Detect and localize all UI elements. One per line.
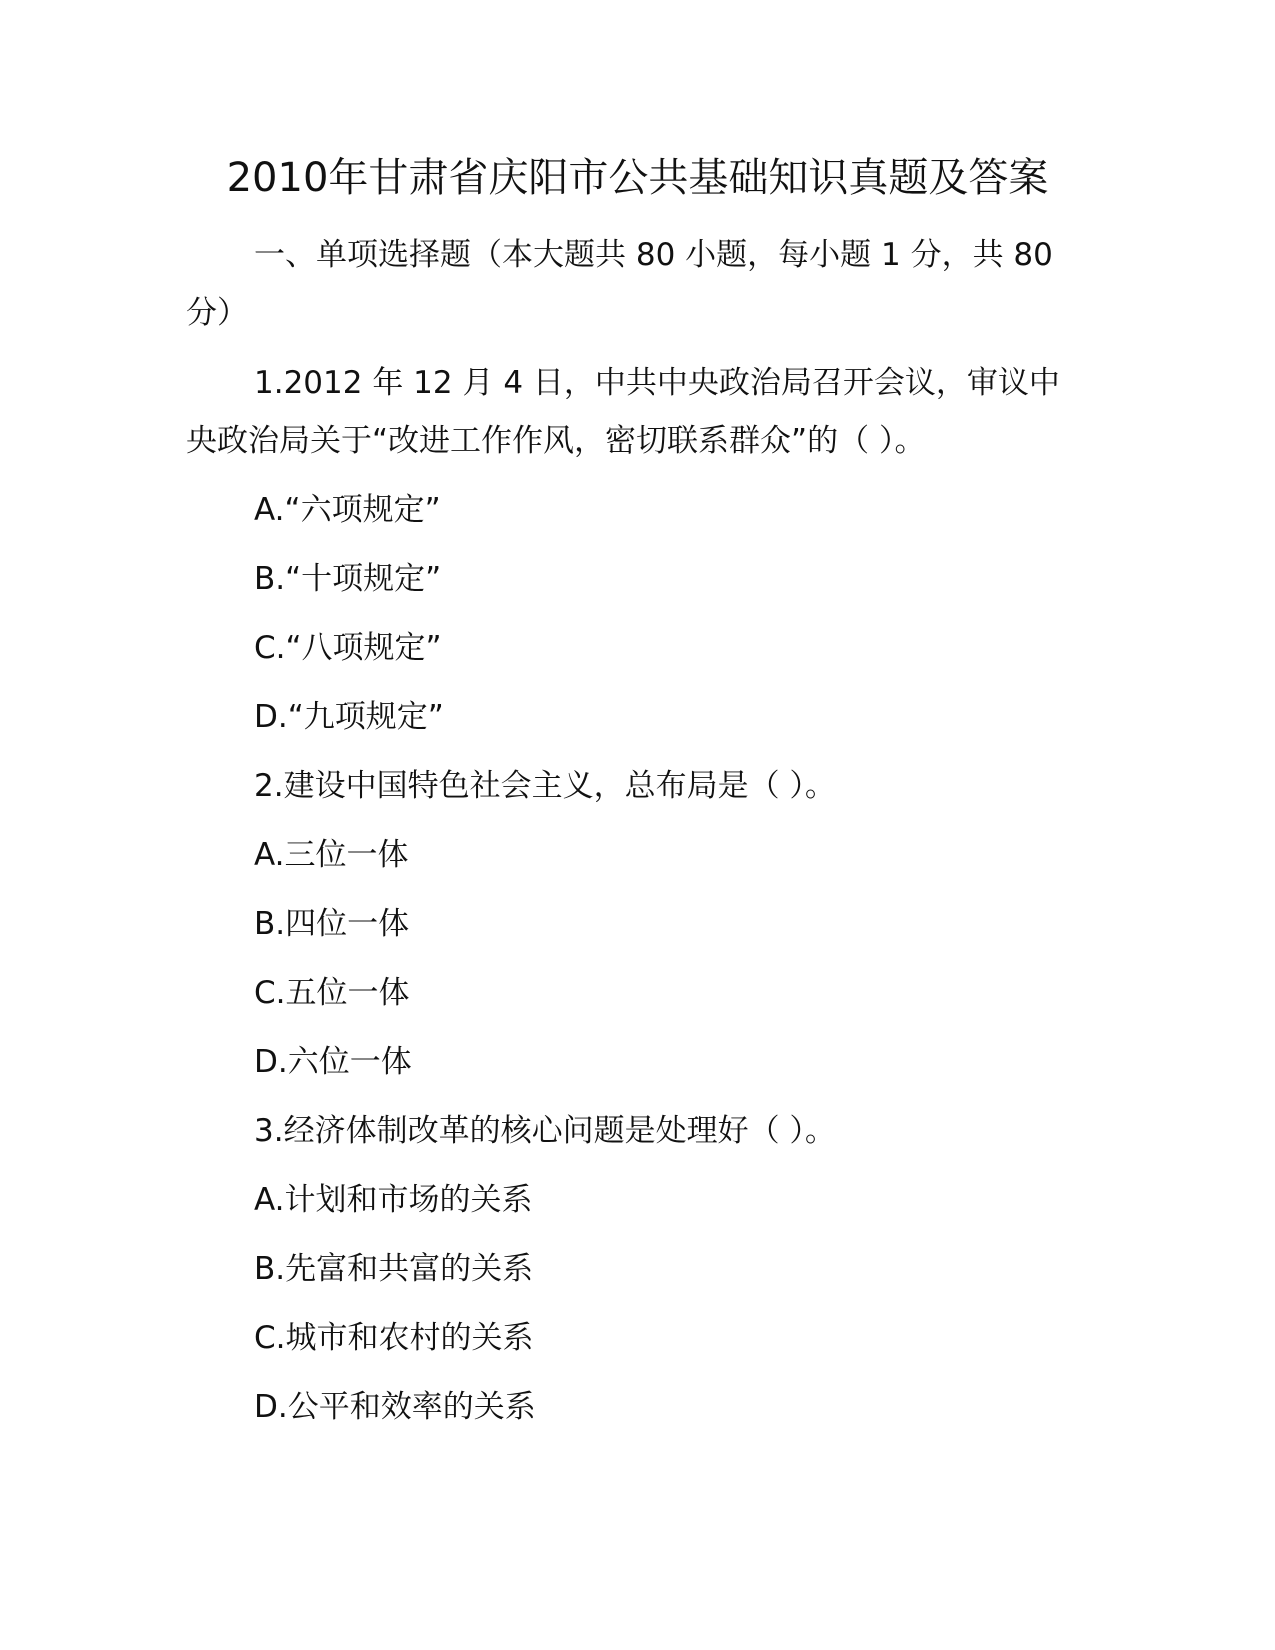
question-stem: 1.2012 年 12 月 4 日，中共中央政治局召开会议，审议中央政治局关于“改进工作作风，密切联系群众”的（ ）。 <box>186 365 1060 459</box>
answer-option: B.“十项规定” <box>254 561 442 597</box>
answer-option: B.四位一体 <box>254 906 410 942</box>
answer-option: A.计划和市场的关系 <box>254 1182 533 1218</box>
document-body <box>186 226 1086 1447</box>
question-block-1 <box>186 354 1086 746</box>
answer-option: C.“八项规定” <box>254 630 442 666</box>
answer-option: C.城市和农村的关系 <box>254 1320 534 1356</box>
question-block-3 <box>186 1102 1086 1436</box>
answer-option: D.“九项规定” <box>254 699 444 735</box>
answer-option: D.六位一体 <box>254 1044 412 1080</box>
question-stem: 2.建设中国特色社会主义，总布局是（ ）。 <box>254 768 836 804</box>
section-heading: 一、单项选择题（本大题共 80 小题，每小题 1 分，共 80 分） <box>186 237 1053 331</box>
answer-option: C.五位一体 <box>254 975 410 1011</box>
answer-option: A.三位一体 <box>254 837 409 873</box>
question-stem: 3.经济体制改革的核心问题是处理好（ ）。 <box>254 1113 836 1149</box>
question-block-2 <box>186 757 1086 1091</box>
answer-option: B.先富和共富的关系 <box>254 1251 534 1287</box>
document-title: 2010年甘肃省庆阳市公共基础知识真题及答案 <box>226 155 1049 201</box>
answer-option: D.公平和效率的关系 <box>254 1389 536 1425</box>
answer-option: A.“六项规定” <box>254 492 441 528</box>
